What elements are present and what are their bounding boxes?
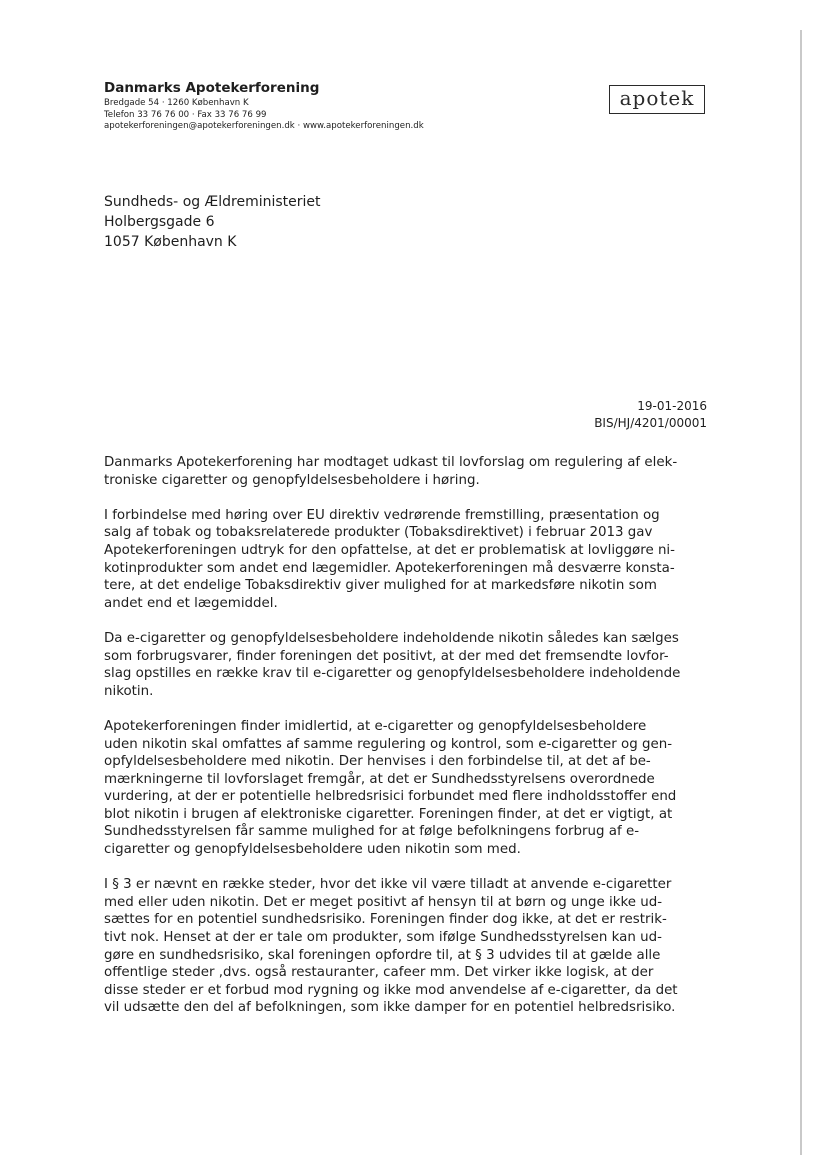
body-line: opfyldelsesbeholdere med nikotin. Der henvises i den forbindelse til, at det af be- [104, 754, 651, 770]
body-paragraph [104, 876, 708, 1017]
body-line: tere, at det endelige Tobaksdirektiv giver mulighed for at markedsføre nikotin som [104, 578, 657, 594]
organization-address: Bredgade 54 · 1260 København K [104, 98, 249, 108]
body-line: salg af tobak og tobaksrelaterede produkter (Tobaksdirektivet) i februar 2013 gav [104, 525, 653, 541]
recipient-street: Holbergsgade 6 [104, 214, 215, 230]
body-line: I § 3 er nævnt en række steder, hvor det ikke vil være tilladt at anvende e-cigaretter [104, 877, 672, 893]
recipient-name: Sundheds- og Ældreministeriet [104, 194, 321, 210]
body-line: troniske cigaretter og genopfyldelsesbeholdere i høring. [104, 472, 480, 488]
organization-contact: apotekerforeningen@apotekerforeningen.dk · www.apotekerforeningen.dk [104, 121, 424, 131]
body-line: vurdering, at der er potentielle helbredsrisici forbundet med flere indholdsstoffer end [104, 789, 677, 805]
body-line: vil udsætte den del af befolkningen, som ikke damper for en potentiel helbredsrisiko. [104, 1000, 676, 1016]
letterhead [104, 80, 574, 133]
apotek-logo [609, 85, 705, 114]
body-line: med eller uden nikotin. Det er meget positivt af hensyn til at børn og unge ikke ud- [104, 894, 663, 910]
body-line: Da e-cigaretter og genopfyldelsesbeholdere indeholdende nikotin således kan sælges [104, 630, 679, 646]
organization-name: Danmarks Apotekerforening [104, 80, 320, 96]
body-line: andet end et lægemiddel. [104, 595, 278, 611]
letter-reference: BIS/HJ/4201/00001 [594, 416, 707, 430]
body-line: sættes for en potentiel sundhedsrisiko. Foreningen finder dog ikke, at det er restrik- [104, 912, 667, 928]
apotek-logo-text: apotek [619, 86, 695, 110]
body-line: offentlige steder ,dvs. også restauranter, cafeer mm. Det virker ikke logisk, at der [104, 965, 654, 981]
letter-date: 19-01-2016 [637, 399, 707, 413]
page-edge-line [800, 30, 802, 1155]
body-line: cigaretter og genopfyldelsesbeholdere uden nikotin som med. [104, 842, 521, 858]
body-line: uden nikotin skal omfattes af samme regulering og kontrol, som e-cigaretter og gen- [104, 736, 673, 752]
body-line: nikotin. [104, 683, 154, 699]
body-line: slag opstilles en række krav til e-cigaretter og genopfyldelsesbeholdere indeholdende [104, 666, 681, 682]
body-line: kotinprodukter som andet end lægemidler. Apotekerforeningen må desværre konsta- [104, 560, 675, 576]
body-line: blot nikotin i brugen af elektroniske cigaretter. Foreningen finder, at det er vigtigt, at [104, 806, 673, 822]
body-line: tivt nok. Henset at der er tale om produkter, som ifølge Sundhedsstyrelsen kan ud- [104, 930, 662, 946]
body-paragraph [104, 454, 708, 489]
letter-body [104, 454, 708, 1035]
body-line: Sundhedsstyrelsen får samme mulighed for at følge befolkningens forbrug af e- [104, 824, 640, 840]
body-line: disse steder er et forbud mod rygning og ikke mod anvendelse af e-cigaretter, da det [104, 982, 678, 998]
body-line: som forbrugsvarer, finder foreningen det positivt, at der med det fremsendte lovfor- [104, 648, 669, 664]
body-line: Apotekerforeningen udtryk for den opfattelse, at det er problematisk at lovliggøre ni- [104, 542, 675, 558]
recipient-city: 1057 København K [104, 234, 237, 250]
organization-phone-fax: Telefon 33 76 76 00 · Fax 33 76 76 99 [104, 109, 267, 120]
body-line: Apotekerforeningen finder imidlertid, at e-cigaretter og genopfyldelsesbeholdere [104, 718, 647, 734]
body-line: mærkningerne til lovforslaget fremgår, at det er Sundhedsstyrelsens overordnede [104, 771, 655, 787]
recipient-address [104, 192, 321, 252]
body-line: Danmarks Apotekerforening har modtaget udkast til lovforslag om regulering af elek- [104, 455, 678, 470]
body-line: gøre en sundhedsrisiko, skal foreningen opfordre til, at § 3 udvides til at gælde alle [104, 947, 661, 963]
body-paragraph [104, 507, 708, 613]
letter-meta [594, 398, 707, 432]
body-paragraph [104, 718, 708, 859]
body-line: I forbindelse med høring over EU direktiv vedrørende fremstilling, præsentation og [104, 507, 660, 523]
body-paragraph [104, 630, 708, 700]
